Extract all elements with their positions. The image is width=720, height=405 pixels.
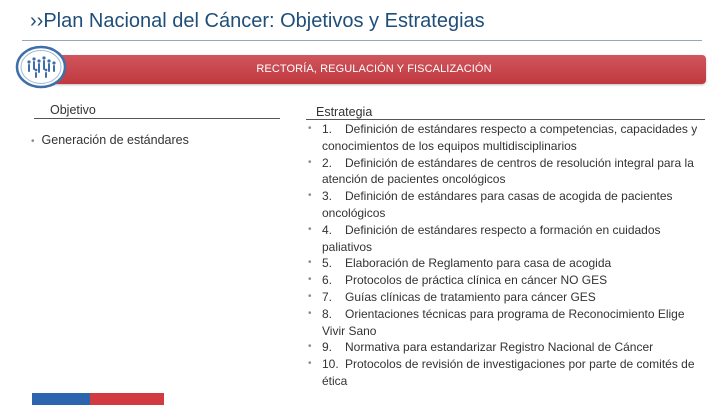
strategy-text: Guías clínicas de tratamiento para cáncer GES (345, 289, 596, 304)
strategy-number: 2. (322, 155, 333, 170)
strategy-item (305, 306, 710, 340)
strategy-text: Protocolos de práctica clínica en cáncer NO GES (345, 273, 608, 288)
strategy-item (305, 289, 710, 306)
objective-header-rule (34, 118, 280, 119)
strategy-item (305, 356, 710, 390)
stripe-red (90, 393, 164, 405)
strategy-item (305, 222, 710, 256)
objective-item (31, 133, 189, 147)
objective-text: Generación de estándares (41, 133, 189, 147)
strategy-text: Protocolos de revisión de investigaciones por parte de comités de ética (322, 357, 695, 388)
strategy-number: 6. (322, 273, 333, 288)
strategy-text: Elaboración de Reglamento para casa de acogida (345, 256, 612, 271)
strategy-number: 7. (322, 289, 333, 304)
bullet-icon: • (308, 190, 312, 202)
strategy-text: Definición de estándares respecto a competencias, capacidades y conocimientos de los equipos multidisciplinarios (322, 122, 698, 153)
bullet-icon: • (308, 123, 312, 134)
strategy-item (305, 188, 710, 222)
bullet-icon: • (308, 341, 312, 353)
bullet-icon: • (308, 274, 312, 286)
strategy-list (305, 121, 710, 390)
strategy-number: 3. (322, 189, 333, 204)
stripe-blue (32, 393, 90, 405)
section-banner (42, 55, 706, 84)
page-title: ››Plan Nacional del Cáncer: Objetivos y Estrategias (30, 10, 485, 32)
strategy-number: 4. (322, 222, 333, 237)
strategy-number: 8. (322, 306, 333, 321)
strategy-item (305, 272, 710, 289)
strategy-text: Definición de estándares para casas de acogida de pacientes oncológicos (322, 189, 673, 220)
strategy-item (305, 155, 710, 189)
strategy-column-header: Estrategia (316, 105, 373, 119)
strategy-item (305, 121, 710, 155)
strategy-text: Orientaciones técnicas para programa de Reconocimiento Elige Vivir Sano (322, 306, 685, 338)
bullet-icon: • (308, 307, 312, 319)
banner-label: RECTORÍA, REGULACIÓN Y FISCALIZACIÓN (256, 63, 492, 75)
bullet-icon: • (308, 358, 312, 370)
strategy-text: Definición de estándares respecto a formación en cuidados paliativos (322, 222, 661, 254)
government-color-stripe (32, 393, 164, 405)
bullet-icon: • (308, 156, 312, 168)
title-divider (22, 40, 702, 41)
strategy-number: 9. (322, 340, 333, 355)
bullet-icon: • (308, 290, 312, 302)
bullet-icon: • (31, 136, 35, 147)
strategy-text: Definición de estándares de centros de resolución integral para la atención de pacientes oncológicos (322, 155, 694, 187)
strategy-header-rule (306, 119, 705, 120)
strategy-item (305, 339, 710, 356)
strategy-number: 5. (322, 256, 333, 271)
objective-column-header: Objetivo (50, 103, 96, 117)
bullet-icon: • (308, 223, 312, 235)
strategy-item (305, 255, 710, 272)
strategy-number: 1. (322, 122, 333, 136)
strategy-number: 10. (322, 357, 339, 372)
strategy-text: Normativa para estandarizar Registro Nacional de Cáncer (345, 340, 654, 355)
people-group-emblem-icon (13, 45, 69, 89)
bullet-icon: • (308, 257, 312, 269)
